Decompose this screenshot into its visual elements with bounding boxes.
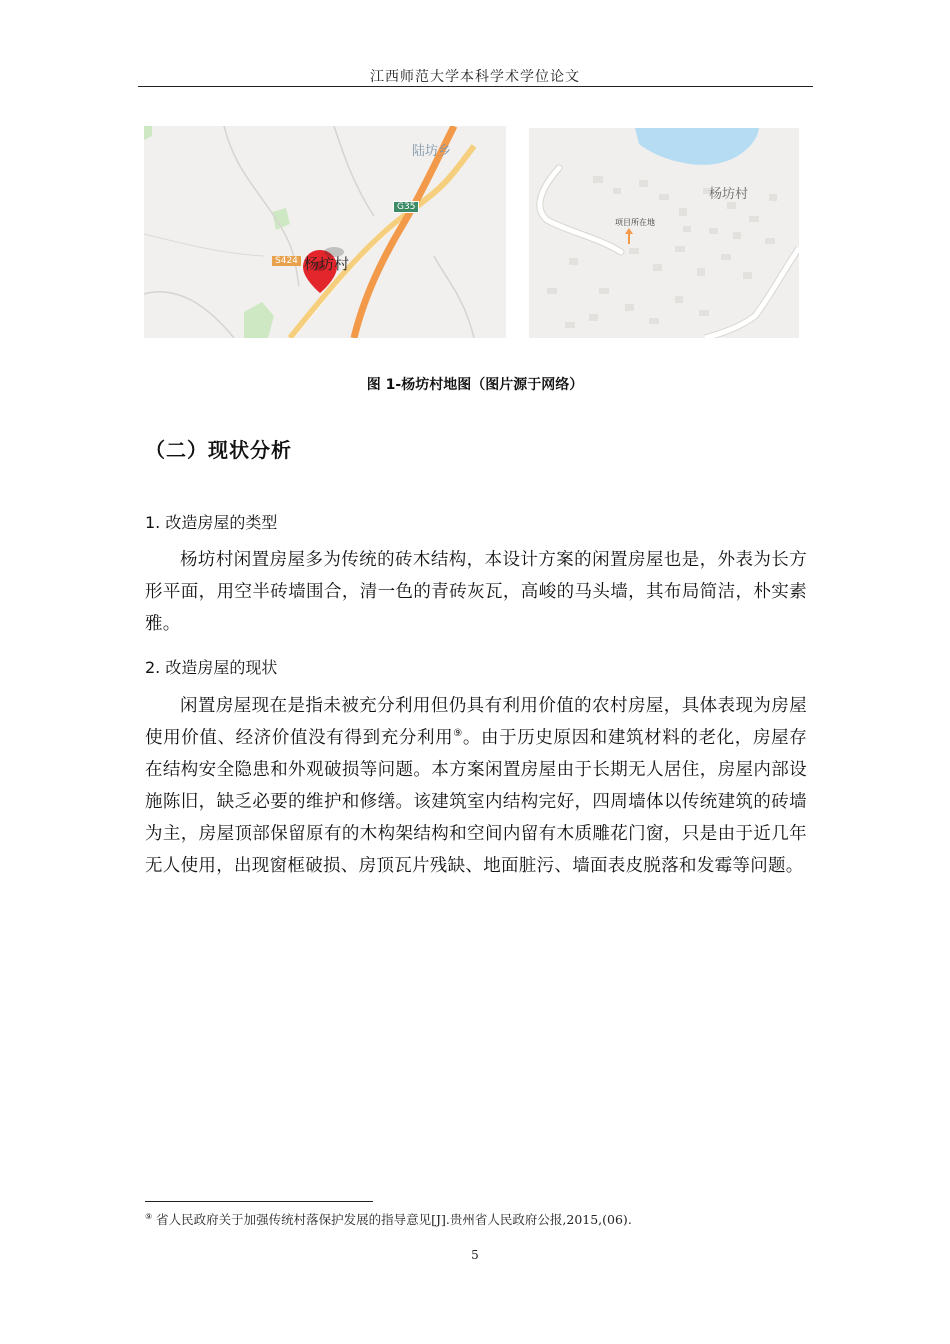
subsection-heading-2: 2. 改造房屋的现状 (145, 658, 278, 677)
map-right (529, 128, 799, 338)
paragraph-2-text-a: 闲置房屋现在是指未被充分利用但仍具有利用价值的农村房屋，具体表现为房屋使用价值、经济价值没有得到充分利用 (145, 696, 807, 748)
map-left-graphic (144, 126, 506, 338)
footnote-mark: ⑨ (145, 1211, 153, 1221)
footnote (145, 1210, 825, 1228)
paragraph-2-text-b: 。由于历史原因和建筑材料的老化，房屋存在结构安全隐患和外观破损等问题。本方案闲置房屋由于长期无人居住，房屋内部设施陈旧，缺乏必要的维护和修缮。该建筑室内结构完好，四周墙体以传统建筑的砖墙为主，房屋顶部保留原有的木构架结构和空间内留有木质雕花门窗，只是由于近几年无人使用，出现窗框破损、房顶瓦片残缺、地面脏污、墙面表皮脱落和发霉等问题。 (145, 728, 808, 876)
highway-badge: G35 (393, 201, 419, 213)
figure-caption: 图 1-杨坊村地图（图片源于网络） (366, 377, 584, 393)
village-label-right: 杨坊村 (709, 187, 749, 202)
paragraph-1: 杨坊村闲置房屋多为传统的砖木结构，本设计方案的闲置房屋也是，外表为长方形平面，用空半砖墙围合，清一色的青砖灰瓦，高峻的马头墙，其布局简洁，朴实素雅。 (145, 550, 807, 634)
page-number: 5 (471, 1248, 479, 1262)
section-heading: （二）现状分析 (145, 438, 292, 462)
village-label: 杨坊村 (304, 255, 350, 273)
footnote-rule (145, 1201, 373, 1202)
header-rule (138, 86, 813, 87)
footnote-reference: ⑨ (453, 728, 463, 740)
map-left (144, 126, 506, 338)
subsection-heading-1: 1. 改造房屋的类型 (145, 513, 278, 532)
township-label: 陆坊乡 (412, 144, 452, 159)
running-header: 江西师范大学本科学术学位论文 (370, 69, 580, 85)
road-badge: S424 (272, 256, 301, 266)
footnote-text: 省人民政府关于加强传统村落保护发展的指导意见[J].贵州省人民政府公报,2015,(06). (156, 1212, 632, 1227)
map-right-graphic (529, 128, 799, 338)
paragraph-2 (145, 690, 807, 882)
project-site-label: 项目所在地 (615, 218, 655, 227)
